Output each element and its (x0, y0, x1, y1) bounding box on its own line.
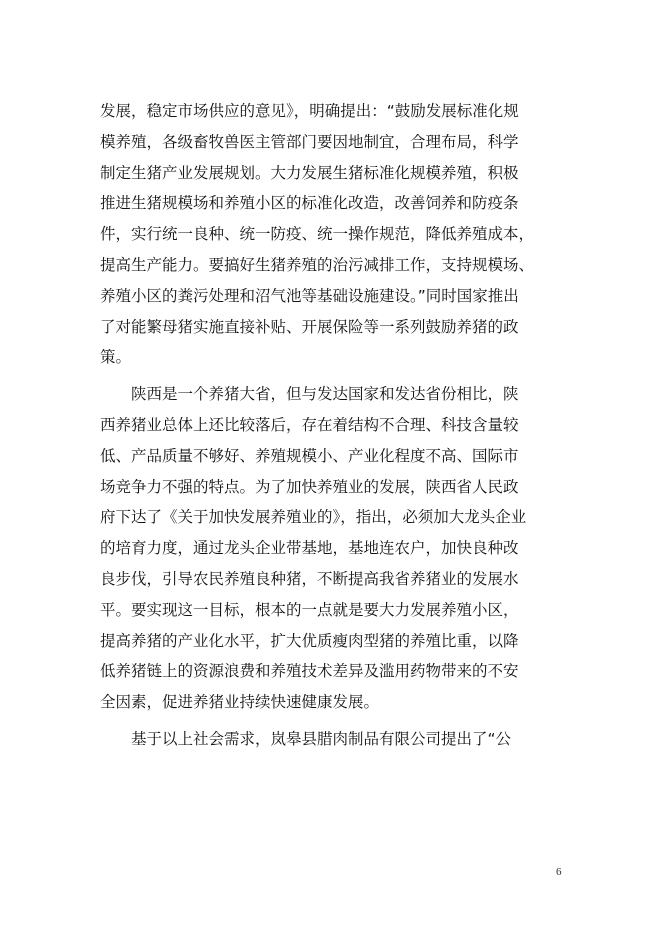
text-line: 低养猪链上的资源浪费和养殖技术差异及滥用药物带来的不安 (100, 662, 519, 681)
text-line: 制定生猪产业发展规划。大力发展生猪标准化规模养殖，积极 (100, 163, 519, 182)
paragraph-2 (100, 379, 570, 718)
text-line: 府下达了《关于加快发展养殖业的》，指出，必须加大龙头企业 (100, 508, 527, 527)
body-text (100, 96, 570, 755)
text-line: 发展，稳定市场供应的意见》，明确提出：“鼓励发展标准化规 (100, 102, 519, 120)
text-line: 模养殖，各级畜牧兽医主管部门要因地制宜，合理布局，科学 (100, 132, 519, 151)
text-line: 低、产品质量不够好、养殖规模小、产业化程度不高、国际市 (100, 446, 519, 465)
text-line: 提高生产能力。要搞好生猪养殖的治污减排工作，支持规模场、 (100, 255, 535, 274)
page-number: 6 (556, 866, 562, 878)
text-line: 件，实行统一良种、统一防疫、统一操作规范，降低养殖成本， (100, 225, 535, 244)
text-line: 推进生猪规模场和养殖小区的标准化改造，改善饲养和防疫条 (100, 194, 519, 213)
text-line: 场竞争力不强的特点。为了加快养殖业的发展，陕西省人民政 (100, 477, 519, 496)
paragraph-3 (100, 724, 570, 755)
text-line: 的培育力度，通过龙头企业带基地，基地连农户，加快良种改 (100, 539, 519, 558)
text-line: 策。 (100, 348, 132, 367)
text-line: 全因素，促进养猪业持续快速健康发展。 (100, 693, 380, 712)
text-line: 提高养猪的产业化水平，扩大优质瘦肉型猪的养殖比重，以降 (100, 631, 519, 650)
text-line: 陕西是一个养猪大省，但与发达国家和发达省份相比，陕 (100, 385, 519, 404)
paragraph-1 (100, 96, 570, 373)
text-line: 养殖小区的粪污处理和沼气池等基础设施建设。”同时国家推出 (100, 286, 519, 305)
text-line: 良步伐，引导农民养殖良种猪，不断提高我省养猪业的发展水 (100, 569, 519, 588)
text-line: 了对能繁母猪实施直接补贴、开展保险等一系列鼓励养猪的政 (100, 317, 519, 336)
text-line: 西养猪业总体上还比较落后，存在着结构不合理、科技含量较 (100, 415, 519, 434)
text-line: 平。要实现这一目标，根本的一点就是要大力发展养殖小区， (100, 600, 519, 619)
text-line: 基于以上社会需求，岚皋县腊肉制品有限公司提出了“公 (100, 729, 512, 748)
